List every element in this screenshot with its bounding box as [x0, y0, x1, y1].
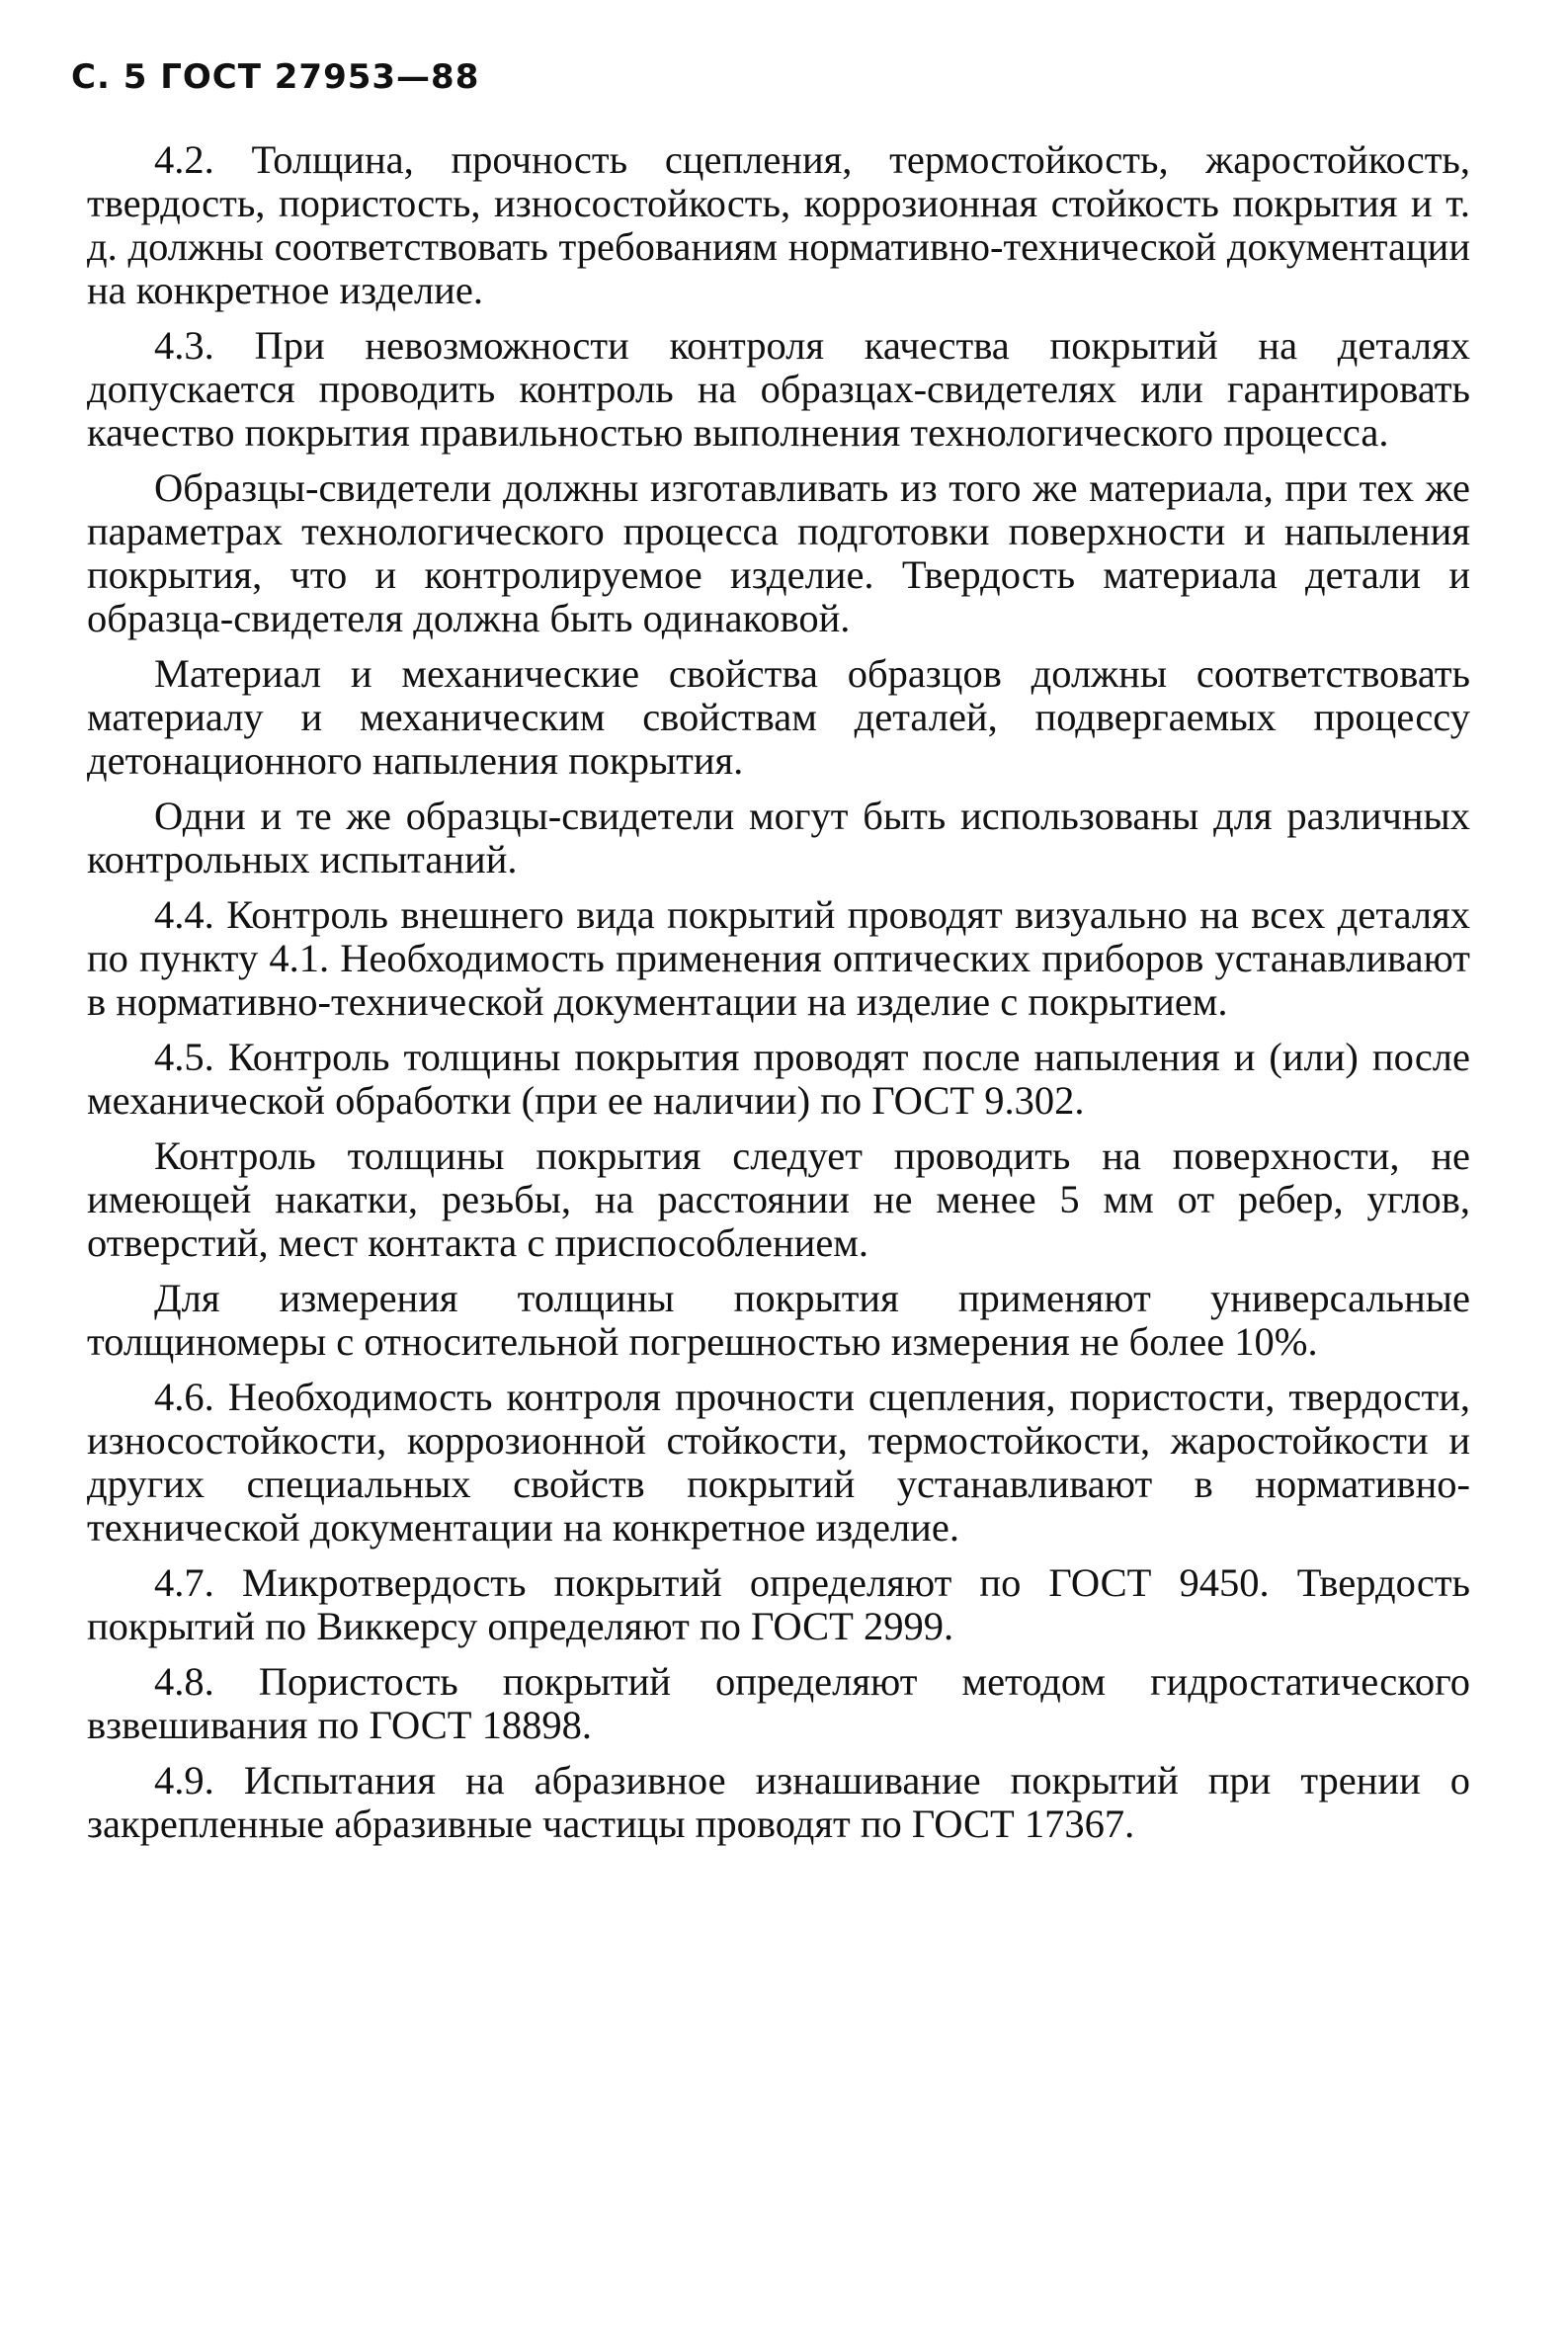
paragraph-thickness-gauges: Для измерения толщины покрытия применяют универсальные толщиномеры с относительной погрешностью измерения не более 10%.	[87, 1276, 1470, 1364]
paragraph-4-9: 4.9. Испытания на абразивное изнашивание покрытий при трении о закрепленные абразивные частицы проводят по ГОСТ 17367.	[87, 1758, 1470, 1846]
paragraph-witness-samples: Образцы-свидетели должны изготавливать из того же материала, при тех же параметрах технологического процесса подготовки поверхности и напыления покрытия, что и контролируемое изделие. Твердость материала детали и образца-свидетеля должна быть одинаковой.	[87, 465, 1470, 640]
paragraph-4-7: 4.7. Микротвердость покрытий определяют по ГОСТ 9450. Твердость покрытий по Виккерсу определяют по ГОСТ 2999.	[87, 1560, 1470, 1648]
paragraph-material-properties: Материал и механические свойства образцов должны соответствовать материалу и механическим свойствам деталей, подвергаемых процессу детонационного напыления покрытия.	[87, 651, 1470, 783]
paragraph-4-8: 4.8. Пористость покрытий определяют методом гидростатического взвешивания по ГОСТ 18898.	[87, 1659, 1470, 1747]
paragraph-thickness-control: Контроль толщины покрытия следует проводить на поверхности, не имеющей накатки, резьбы, на расстоянии не менее 5 мм от ребер, углов, отверстий, мест контакта с приспособлением.	[87, 1133, 1470, 1265]
paragraph-4-2: 4.2. Толщина, прочность сцепления, термостойкость, жаростойкость, твердость, пористость, износостойкость, коррозионная стойкость покрытия и т. д. должны соответствовать требованиям нормативно-технической документации на конкретное изделие.	[87, 137, 1470, 312]
paragraph-4-3: 4.3. При невозможности контроля качества покрытий на деталях допускается проводить контроль на образцах-свидетелях или гарантировать качество покрытия правильностью выполнения технологического процесса.	[87, 323, 1470, 455]
paragraph-same-samples: Одни и те же образцы-свидетели могут быть использованы для различных контрольных испытаний.	[87, 794, 1470, 881]
paragraph-4-6: 4.6. Необходимость контроля прочности сцепления, пористости, твердости, износостойкости, коррозионной стойкости, термостойкости, жаростойкости и других специальных свойств покрытий устанавливают в нормативно-технической документации на конкретное изделие.	[87, 1375, 1470, 1550]
paragraph-4-5: 4.5. Контроль толщины покрытия проводят после напыления и (или) после механической обработки (при ее наличии) по ГОСТ 9.302.	[87, 1035, 1470, 1123]
paragraph-4-4: 4.4. Контроль внешнего вида покрытий проводят визуально на всех деталях по пункту 4.1. Необходимость применения оптических приборов устанавливают в нормативно-технической документации на изделие с покрытием.	[87, 892, 1470, 1024]
page-header: С. 5 ГОСТ 27953—88	[71, 57, 480, 97]
document-body	[87, 138, 1470, 1858]
